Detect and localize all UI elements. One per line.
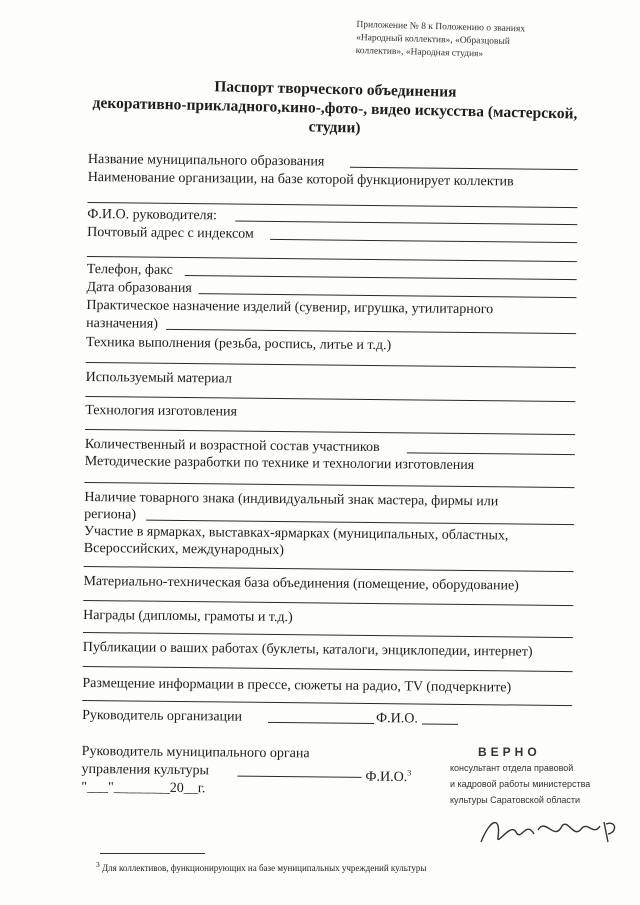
blank-line[interactable]: [199, 293, 577, 298]
field-material: [86, 370, 232, 390]
blank-line[interactable]: [422, 724, 458, 725]
document-title: [79, 74, 590, 143]
field-label: Награды (дипломы, грамоты и т.д.): [83, 607, 293, 626]
blank-line[interactable]: [86, 362, 576, 368]
blank-line[interactable]: [85, 396, 575, 402]
signature-line[interactable]: [237, 776, 361, 778]
fio3-label: Ф.И.О.$^3$: [365, 768, 412, 786]
blank-line[interactable]: [185, 275, 577, 280]
blank-line[interactable]: [83, 632, 573, 638]
title-line-1: Паспорт творческого объединения: [214, 78, 457, 101]
field-label: Количественный и возрастной состав участников: [84, 436, 380, 456]
title-line-3: студии): [308, 118, 361, 137]
field-label: Руководитель муниципального органа: [81, 743, 310, 762]
blank-line[interactable]: [350, 167, 578, 170]
appendix-line-3: коллектив», «Народная студия»: [355, 45, 484, 60]
blank-line[interactable]: [85, 429, 575, 435]
field-label: Публикации о ваших работах (буклеты, каталоги, энциклопедии, интернет): [82, 639, 533, 660]
field-base: [83, 574, 519, 597]
blank-line[interactable]: [270, 239, 577, 243]
field-address: [87, 225, 254, 245]
footnote-mark: 3: [96, 860, 100, 869]
handwritten-signature: [476, 812, 626, 857]
footnote-text: Для коллективов, функционирующих на базе муниципальных учреждений культуры: [102, 863, 427, 873]
certification-stamp: [450, 744, 630, 808]
blank-line[interactable]: [166, 329, 576, 334]
footnote: [96, 860, 426, 873]
field-press: [82, 676, 511, 698]
field-label: Используемый материал: [85, 369, 233, 387]
blank-line[interactable]: [83, 600, 573, 606]
field-awards: [83, 608, 293, 628]
field-label: назначения): [86, 315, 159, 332]
field-trademark: [84, 490, 498, 512]
field-label: Дата образования: [86, 279, 192, 297]
field-label: Материально-техническая база объединения (помещение, оборудование): [83, 573, 519, 594]
field-label: Почтовый адрес с индексом: [87, 224, 254, 242]
field-org-head: [82, 708, 242, 728]
field-methods: [85, 454, 475, 476]
appendix-note: [356, 19, 587, 64]
title-line-2: декоративно-прикладного,кино-,фото-, видео искусства (мастерской,: [92, 94, 578, 123]
field-label: Практическое назначение изделий (сувенир, игрушка, утилитарного: [86, 297, 494, 318]
appendix-line-1: Приложение № 8 к Положению о званиях: [356, 19, 526, 35]
blank-line[interactable]: [83, 666, 573, 672]
field-label: Участие в ярмарках, выставках-ярмарках (муниципальных, областных,: [83, 523, 509, 544]
blank-line[interactable]: [146, 520, 574, 525]
field-publications: [83, 640, 533, 663]
blank-line[interactable]: [235, 221, 577, 226]
field-label: Ф.И.О. руководителя:: [87, 206, 217, 224]
blank-line[interactable]: [87, 256, 577, 262]
blank-line[interactable]: [82, 700, 572, 706]
field-date[interactable]: [81, 780, 205, 799]
field-leader: [87, 207, 217, 226]
fio-label: Ф.И.О.: [376, 711, 418, 727]
field-label: Всероссийских, международных): [83, 540, 284, 559]
field-label: управления культуры: [81, 761, 210, 779]
field-label: Методические разработки по технике и технологии изготовления: [84, 453, 475, 474]
field-technology: [85, 403, 237, 423]
blank-line[interactable]: [407, 452, 575, 455]
appendix-line-2: «Народный коллектив», «Образцовый: [355, 32, 511, 48]
signature-line[interactable]: [268, 722, 374, 724]
field-mun-head-cont: [81, 762, 209, 781]
blank-line[interactable]: [84, 566, 574, 572]
field-technique: [86, 335, 391, 356]
date-template: "___"________20__г.: [81, 779, 206, 797]
field-label: Размещение информации в прессе, сюжеты на радио, TV (подчеркните): [82, 675, 512, 696]
stamp-line-1: консультант отдела правовой: [450, 763, 574, 773]
field-label: Руководитель организации: [82, 707, 243, 725]
stamp-line-2: и кадровой работы министерства: [450, 779, 591, 789]
field-label: Техника выполнения (резьба, роспись, литье и т.д.): [85, 334, 392, 354]
field-trademark-cont: [84, 507, 136, 526]
field-label: Наименование организации, на базе которой функционирует коллектив: [87, 169, 514, 190]
signature-icon: [476, 812, 626, 852]
field-purpose-cont: [86, 316, 158, 335]
blank-line[interactable]: [85, 482, 575, 488]
field-label: Телефон, факс: [86, 261, 173, 278]
field-phone: [87, 262, 173, 281]
stamp-verno: ВЕРНО: [478, 745, 541, 759]
field-label: Наличие товарного знака (индивидуальный знак мастера, фирмы или: [84, 489, 499, 510]
footnote-ref: 3: [407, 768, 412, 778]
stamp-line-3: культуры Саратовской области: [450, 795, 581, 805]
field-organization: [88, 170, 514, 192]
field-label: Технология изготовления: [85, 402, 238, 420]
footnote-divider: [100, 853, 205, 854]
field-mun-head: [82, 744, 310, 764]
field-label: региона): [84, 506, 137, 523]
field-founded: [86, 280, 191, 299]
field-label: Название муниципального образования: [87, 152, 325, 170]
field-fairs-cont: [84, 541, 284, 561]
